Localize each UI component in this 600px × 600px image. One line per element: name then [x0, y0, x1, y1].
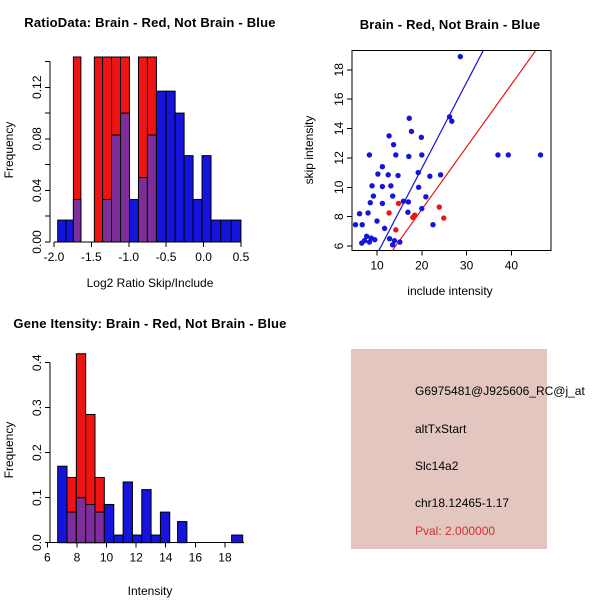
gene-info-panel	[300, 300, 600, 600]
location-text: chr18.12465-1.17	[415, 496, 510, 510]
intensity-histogram-xlabel: Intensity	[127, 584, 173, 598]
svg-text:0.3: 0.3	[30, 399, 44, 417]
intensity-histogram-ylabel: Frequency	[2, 421, 16, 479]
svg-text:8: 8	[73, 550, 81, 565]
svg-text:-0.5: -0.5	[155, 250, 177, 264]
svg-text:16: 16	[332, 92, 346, 106]
svg-text:0.0: 0.0	[30, 534, 44, 552]
ratio-histogram-title: RatioData: Brain - Red, Not Brain - Blue	[24, 15, 276, 30]
intensity-histogram-title: Gene Itensity: Brain - Red, Not Brain - Blue	[13, 316, 287, 331]
svg-text:0.08: 0.08	[30, 127, 44, 151]
svg-text:14: 14	[159, 550, 173, 565]
ratio-histogram-xlabel: Log2 Ratio Skip/Include	[86, 276, 214, 290]
svg-text:-1.0: -1.0	[118, 250, 140, 264]
svg-text:18: 18	[218, 550, 232, 565]
intensity-histogram-panel	[0, 300, 300, 600]
svg-text:0.04: 0.04	[30, 178, 44, 203]
svg-text:-2.0: -2.0	[43, 250, 65, 264]
svg-text:0.00: 0.00	[30, 230, 44, 254]
svg-text:6: 6	[332, 242, 346, 250]
event-type-text: altTxStart	[415, 422, 467, 436]
scatter-panel	[300, 0, 600, 300]
probe-id-text: G6975481@J925606_RC@j_at	[415, 384, 585, 398]
svg-text:0.1: 0.1	[30, 489, 44, 507]
svg-text:6: 6	[43, 550, 51, 565]
svg-text:20: 20	[415, 258, 429, 273]
scatter-title: Brain - Red, Not Brain - Blue	[359, 17, 541, 32]
svg-text:10: 10	[370, 258, 384, 273]
svg-text:0.0: 0.0	[195, 250, 212, 264]
svg-text:12: 12	[129, 550, 143, 565]
scatter-chart	[300, 0, 600, 300]
scatter-ylabel: skip intensity	[302, 115, 316, 185]
svg-text:10: 10	[332, 180, 346, 194]
svg-text:30: 30	[459, 258, 474, 273]
svg-text:0.12: 0.12	[30, 75, 44, 99]
svg-text:8: 8	[332, 213, 346, 220]
svg-text:18: 18	[332, 63, 346, 77]
pval-text: Pval: 2.000000	[415, 524, 496, 538]
intensity-histogram-chart	[0, 300, 300, 600]
scatter-xlabel: include intensity	[407, 284, 493, 298]
svg-text:16: 16	[188, 550, 203, 565]
svg-text:-1.5: -1.5	[81, 250, 102, 264]
svg-text:40: 40	[504, 258, 519, 273]
ratio-histogram-ylabel: Frequency	[2, 121, 16, 179]
svg-text:14: 14	[332, 121, 346, 136]
svg-text:12: 12	[332, 151, 346, 165]
svg-text:10: 10	[99, 550, 114, 565]
gene-name-text: Slc14a2	[415, 459, 459, 473]
svg-text:0.5: 0.5	[232, 250, 250, 264]
ratio-histogram-chart	[0, 0, 300, 300]
svg-text:0.4: 0.4	[30, 354, 44, 372]
ratio-histogram-panel	[0, 0, 300, 300]
svg-text:0.2: 0.2	[30, 444, 44, 462]
gene-info-box	[351, 349, 585, 549]
